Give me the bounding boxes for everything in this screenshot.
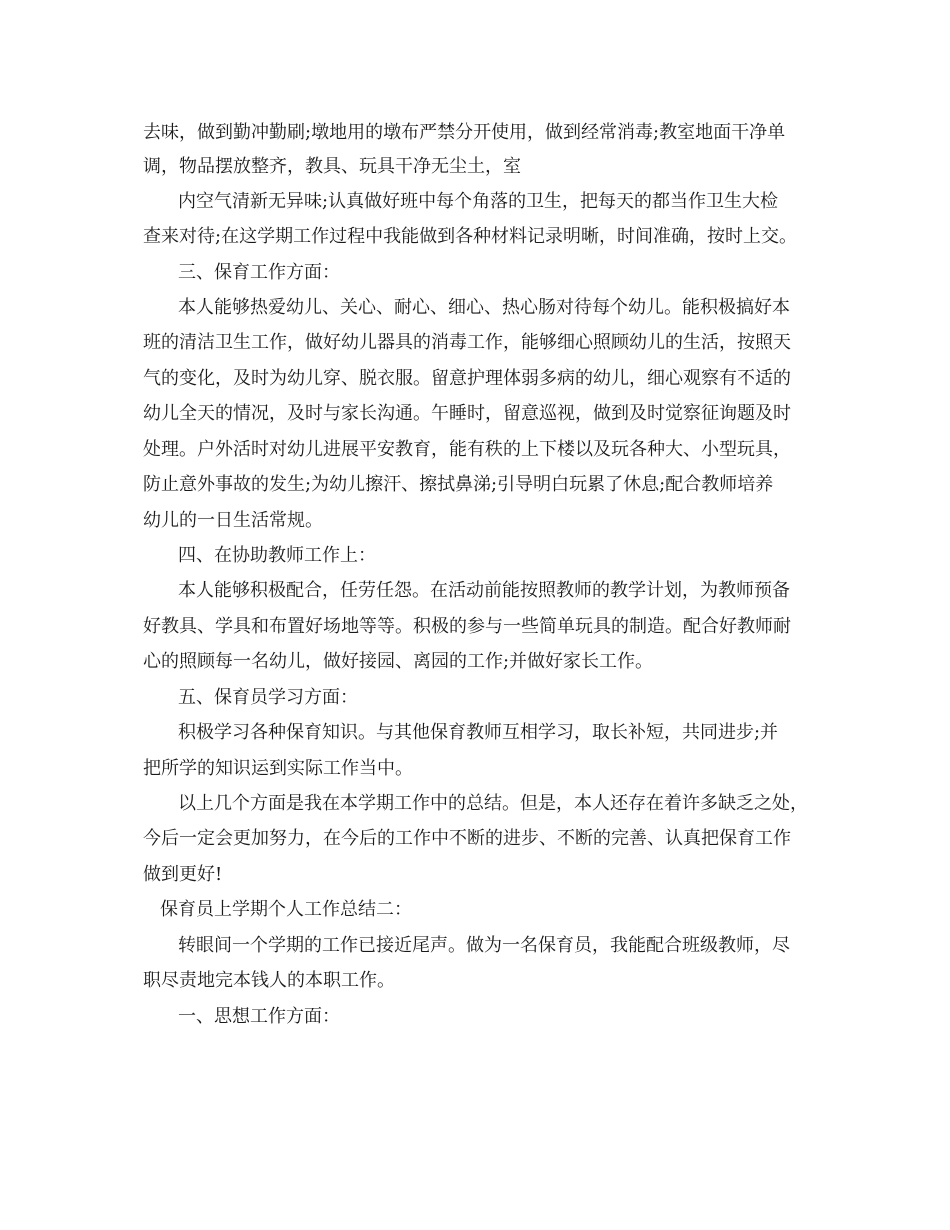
text-line: 查来对待;在这学期工作过程中我能做到各种材料记录明晰，时间准确，按时上交。: [143, 226, 798, 247]
text-line: 调，物品摆放整齐，教具、玩具干净无尘土，室: [143, 156, 521, 177]
text-line: 幼儿全天的情况，及时与家长沟通。午睡时，留意巡视，做到及时觉察征询题及时: [143, 403, 791, 424]
text-line: 以上几个方面是我在本学期工作中的总结。但是，本人还存在着许多缺乏之处，: [178, 793, 808, 814]
text-line: 气的变化，及时为幼儿穿、脱衣服。留意护理体弱多病的幼儿，细心观察有不适的: [143, 368, 791, 389]
text-line: 心的照顾每一名幼儿，做好接园、离园的工作;并做好家长工作。: [143, 651, 654, 672]
text-line: 幼儿的一日生活常规。: [143, 510, 323, 531]
section-heading: 三、保育工作方面：: [178, 262, 340, 283]
text-line: 今后一定会更加努力，在今后的工作中不断的进步、不断的完善、认真把保育工作: [143, 828, 791, 849]
text-line: 本人能够热爱幼儿、关心、耐心、细心、热心肠对待每个幼儿。能积极搞好本: [178, 297, 790, 318]
text-line: 去味，做到勤冲勤刷;墩地用的墩布严禁分开使用，做到经常消毒;教室地面干净单: [143, 122, 786, 143]
section-heading: 一、思想工作方面：: [178, 1006, 340, 1027]
section-heading: 保育员上学期个人工作总结二：: [160, 899, 412, 920]
section-heading: 四、在协助教师工作上：: [178, 545, 376, 566]
text-line: 好教具、学具和布置好场地等等。积极的参与一些简单玩具的制造。配合好教师耐: [143, 616, 791, 637]
text-line: 班的清洁卫生工作，做好幼儿器具的消毒工作，能够细心照顾幼儿的生活，按照天: [143, 332, 791, 353]
text-line: 积极学习各种保育知识。与其他保育教师互相学习，取长补短，共同进步;并: [178, 722, 779, 743]
text-line: 做到更好!: [143, 864, 223, 885]
text-line: 防止意外事故的发生;为幼儿擦汗、擦拭鼻涕;引导明白玩累了休息;配合教师培养: [143, 474, 774, 495]
section-heading: 五、保育员学习方面：: [178, 687, 358, 708]
text-line: 内空气清新无异味;认真做好班中每个角落的卫生，把每天的都当作卫生大检: [178, 191, 779, 212]
text-line: 处理。户外活时对幼儿进展平安教育，能有秩的上下楼以及玩各种大、小型玩具，: [143, 439, 791, 460]
text-line: 把所学的知识运到实际工作当中。: [143, 758, 413, 779]
text-line: 职尽责地完本钱人的本职工作。: [143, 970, 395, 991]
text-line: 本人能够积极配合，任劳任怨。在活动前能按照教师的教学计划，为教师预备: [178, 580, 790, 601]
text-line: 转眼间一个学期的工作已接近尾声。做为一名保育员，我能配合班级教师，尽: [178, 935, 790, 956]
